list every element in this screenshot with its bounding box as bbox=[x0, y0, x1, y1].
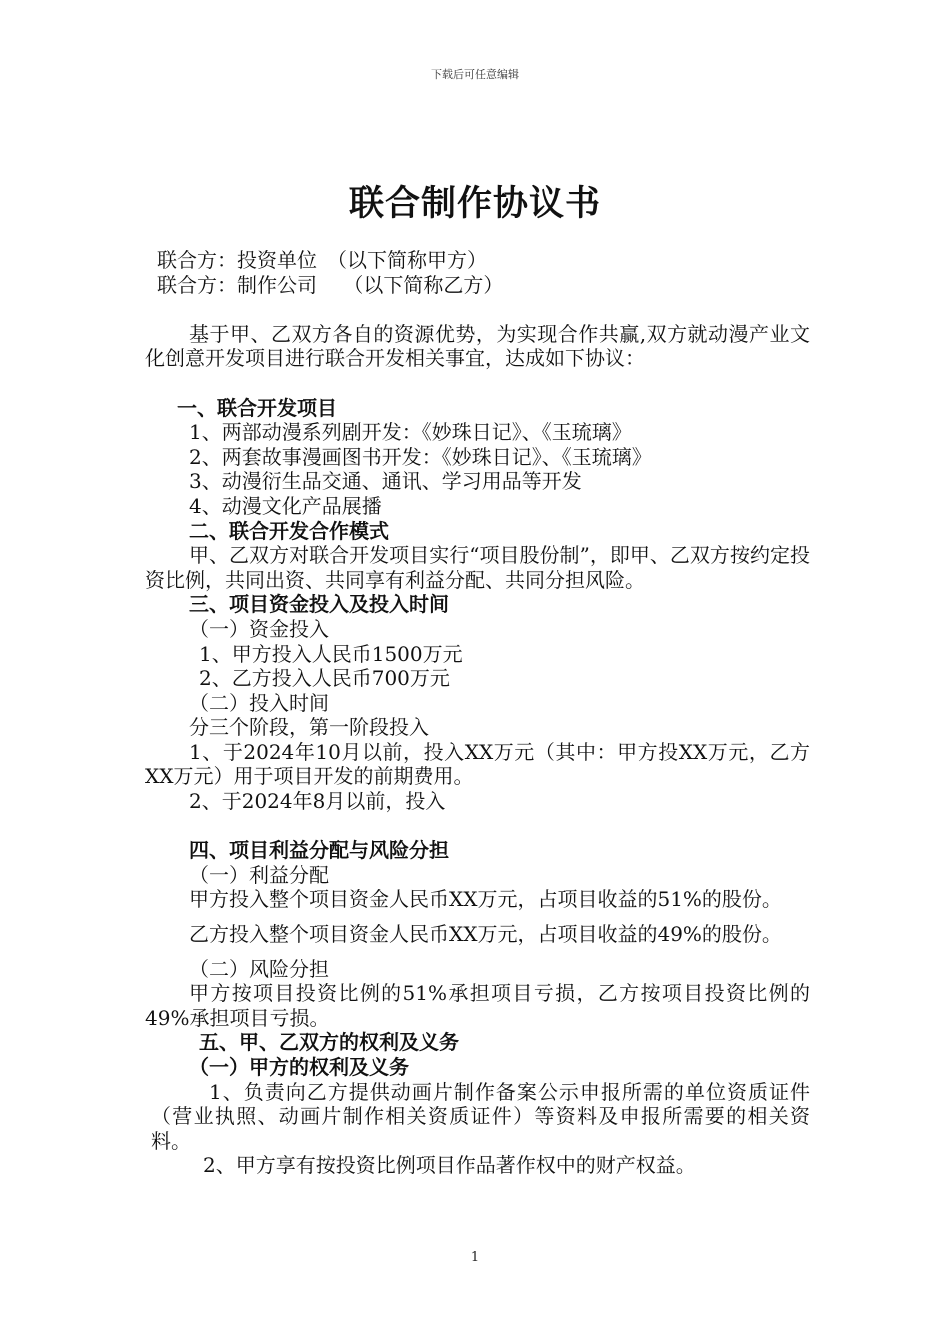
section-3-subheading: （一）资金投入 bbox=[189, 616, 329, 641]
section-5-subheading: （一）甲方的权利及义务 bbox=[189, 1055, 409, 1079]
section-4-subheading: （一）利益分配 bbox=[189, 862, 329, 887]
profit-paragraph: 甲方投入整个项目资金人民币XX万元，占项目收益的51%的股份。 bbox=[189, 887, 782, 912]
party-b: 联合方：制作公司 （以下简称乙方） bbox=[157, 272, 504, 297]
timeline-item: 1、于2024年10月以前，投入XX万元（其中：甲方投XX万元，乙方XX万元）用于项目开发的前期费用。 bbox=[145, 739, 810, 789]
section-1-heading: 一、联合开发项目 bbox=[177, 395, 337, 420]
section-3-heading: 三、项目资金投入及投入时间 bbox=[189, 592, 449, 617]
investment-item: 2、乙方投入人民币700万元 bbox=[199, 666, 450, 691]
rights-paragraph: 1、负责向乙方提供动画片制作备案公示申报所需的单位资质证件（营业执照、动画片制作相关资质证件）等资料及申报所需要的相关资料。 bbox=[151, 1079, 810, 1153]
intro-paragraph: 基于甲、乙双方各自的资源优势，为实现合作共赢,双方就动漫产业文化创意开发项目进行联合开发相关事宜，达成如下协议： bbox=[145, 321, 810, 371]
section-1-item: 2、两套故事漫画图书开发：《妙珠日记》、《玉琉璃》 bbox=[189, 444, 652, 469]
section-1-item: 3、动漫衍生品交通、通讯、学习用品等开发 bbox=[189, 469, 582, 494]
page-number: 1 bbox=[470, 1250, 480, 1265]
section-2-text: 甲、乙双方对联合开发项目实行“项目股份制”，即甲、乙双方按约定投资比例，共同出资、共同享有利益分配、共同分担风险。 bbox=[145, 543, 810, 592]
section-1-item: 4、动漫文化产品展播 bbox=[189, 493, 382, 518]
profit-paragraph: 乙方投入整个项目资金人民币XX万元，占项目收益的49%的股份。 bbox=[189, 922, 782, 947]
investment-item: 1、甲方投入人民币1500万元 bbox=[199, 641, 463, 666]
section-4-heading: 四、项目利益分配与风险分担 bbox=[189, 838, 449, 863]
document-body bbox=[145, 248, 810, 1178]
timeline-item: 2、于2024年8月以前，投入 bbox=[189, 789, 446, 814]
rights-paragraph: 2、甲方享有按投资比例项目作品著作权中的财产权益。 bbox=[203, 1153, 696, 1178]
stage-text: 分三个阶段，第一阶段投入 bbox=[189, 715, 429, 740]
section-3-subheading: （二）投入时间 bbox=[189, 690, 329, 715]
section-1-item: 1、两部动漫系列剧开发：《妙珠日记》、《玉琉璃》 bbox=[189, 420, 632, 445]
header-note: 下载后可任意编辑 bbox=[431, 68, 519, 81]
section-4-subheading: （二）风险分担 bbox=[189, 956, 329, 981]
party-a: 联合方：投资单位 （以下简称甲方） bbox=[157, 248, 487, 272]
risk-paragraph: 甲方按项目投资比例的51%承担项目亏损，乙方按项目投资比例的49%承担项目亏损。 bbox=[145, 981, 810, 1030]
document-title: 联合制作协议书 bbox=[348, 183, 601, 224]
section-5-heading: 五、甲、乙双方的权利及义务 bbox=[199, 1030, 459, 1055]
section-2-heading: 二、联合开发合作模式 bbox=[189, 518, 389, 543]
